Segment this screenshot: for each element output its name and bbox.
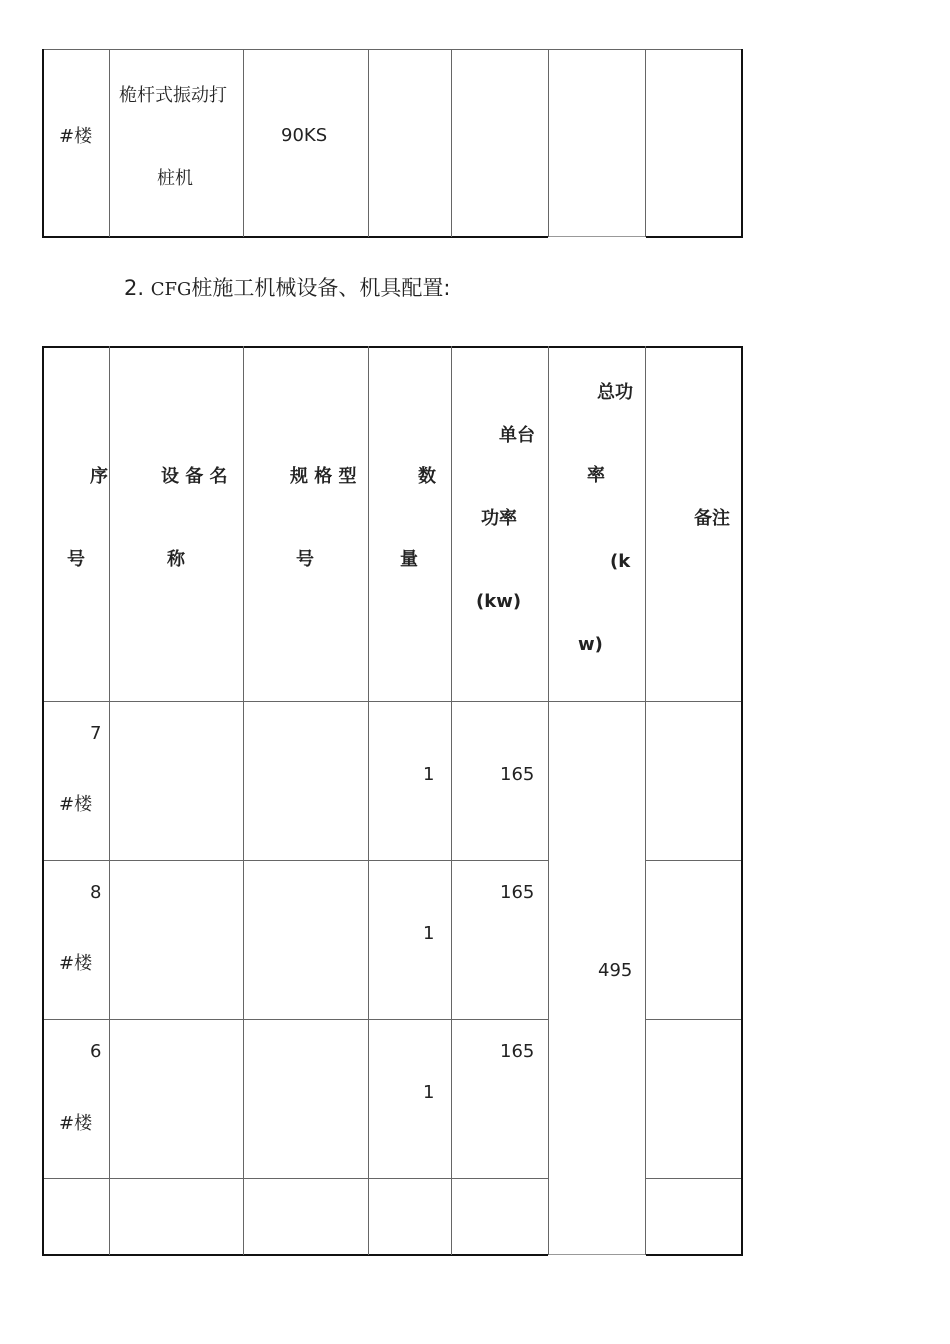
row-1-seq-num: 7 xyxy=(90,723,102,744)
total-power-value: 495 xyxy=(598,960,633,981)
header-name-line1: 设 备 名 xyxy=(161,466,228,487)
header-total-power-line2: 率 xyxy=(587,465,605,486)
section-number: 2. xyxy=(124,276,145,300)
header-spec-line2: 号 xyxy=(296,549,314,570)
header-spec-line1: 规 格 型 xyxy=(290,466,357,487)
header-total-power-line3: (k xyxy=(610,551,631,572)
header-seq-line2: 号 xyxy=(67,549,85,570)
row-1-unit-power: 165 xyxy=(500,764,535,785)
header-unit-power-line1: 单台 xyxy=(499,425,535,446)
row-3-qty: 1 xyxy=(423,1082,435,1103)
row-1-seq-suffix: #楼 xyxy=(59,794,93,815)
header-remarks: 备注 xyxy=(694,508,730,529)
row-3-seq-num: 6 xyxy=(90,1041,102,1062)
header-qty-line2: 量 xyxy=(400,549,418,570)
row-2-seq-num: 8 xyxy=(90,882,102,903)
header-name-line2: 称 xyxy=(167,549,185,570)
header-unit-power-line3: (kw) xyxy=(476,591,522,612)
section-title: 桩施工机械设备、机具配置: xyxy=(191,276,451,300)
section-heading xyxy=(124,272,450,302)
header-seq-line1: 序 xyxy=(90,466,108,487)
top-table-model-cell: 90KS xyxy=(281,125,328,146)
row-2-seq-suffix: #楼 xyxy=(59,953,93,974)
top-table-equipment-line2: 桩机 xyxy=(157,168,193,189)
row-2-qty: 1 xyxy=(423,923,435,944)
row-1-qty: 1 xyxy=(423,764,435,785)
top-table-equipment-line1: 桅杆式振动打 xyxy=(119,85,227,106)
header-qty-line1: 数 xyxy=(418,466,436,487)
row-3-seq-suffix: #楼 xyxy=(59,1113,93,1134)
row-2-unit-power: 165 xyxy=(500,882,535,903)
row-3-unit-power: 165 xyxy=(500,1041,535,1062)
section-code: CFG xyxy=(150,279,192,300)
header-total-power-line4: w) xyxy=(578,634,603,655)
header-unit-power-line2: 功率 xyxy=(481,508,517,529)
header-total-power-line1: 总功 xyxy=(597,382,633,403)
top-table-floor-cell: #楼 xyxy=(59,126,93,147)
